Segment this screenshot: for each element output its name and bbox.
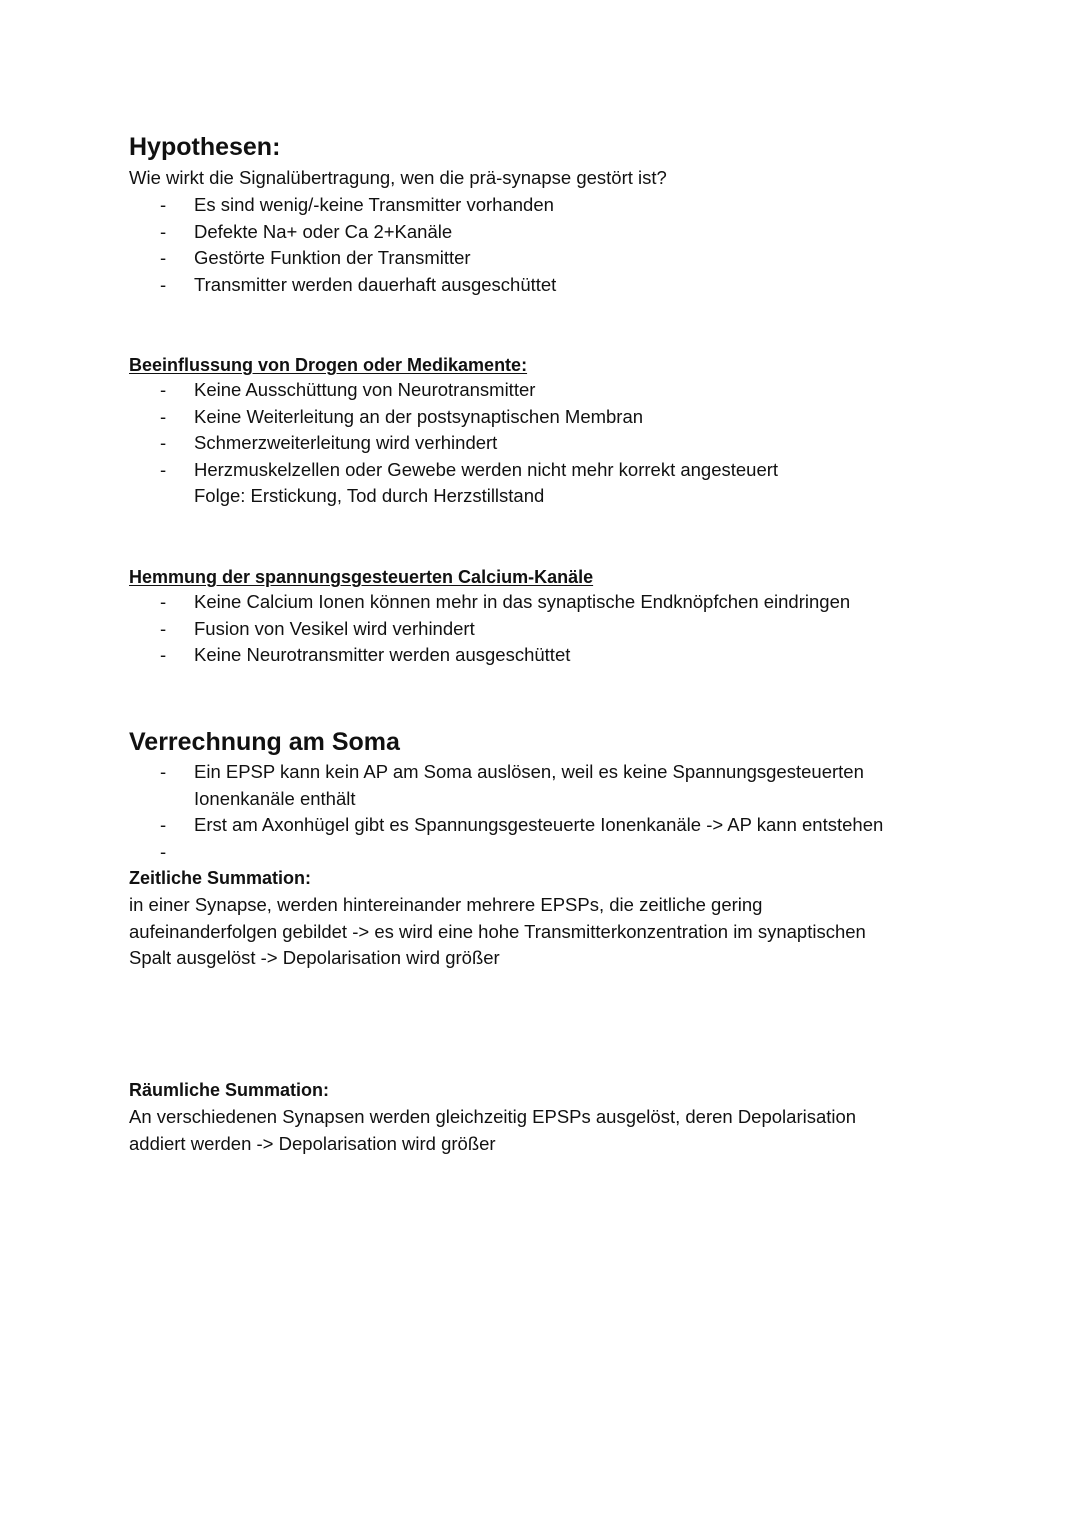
heading-soma: Verrechnung am Soma <box>129 728 400 756</box>
bullet-dash: - <box>160 644 167 665</box>
raeumlich-line-1: An verschiedenen Synapsen werden gleichzeitig EPSPs ausgelöst, deren Depolarisation <box>129 1106 857 1127</box>
bullet-dash: - <box>160 273 167 295</box>
list-item: - Es sind wenig/-keine Transmitter vorhanden <box>0 192 556 219</box>
bullet-dash: - <box>160 220 167 242</box>
raeumlich-line-2: addiert werden -> Depolarisation wird größer <box>129 1132 496 1154</box>
hypothesen-list <box>0 192 556 298</box>
zeitlich-line-1: in einer Synapse, werden hintereinander mehrere EPSPs, die zeitliche gering <box>129 894 763 915</box>
list-item: - Ein EPSP kann kein AP am Soma auslösen, weil es keine Spannungsgesteuerten <box>0 759 883 786</box>
list-item: - Keine Calcium Ionen können mehr in das synaptische Endknöpfchen eindringen <box>0 589 850 616</box>
heading-hemmung: Hemmung der spannungsgesteuerten Calcium-Kanäle <box>129 567 594 587</box>
bullet-dash: - <box>160 840 167 862</box>
list-item: - Fusion von Vesikel wird verhindert <box>0 616 850 643</box>
hypothesen-question: Wie wirkt die Signalübertragung, wen die prä-synapse gestört ist? <box>129 167 667 188</box>
list-item: - Schmerzweiterleitung wird verhindert <box>0 430 778 457</box>
heading-raeumliche-summation: Räumliche Summation: <box>129 1080 330 1100</box>
zeitlich-line-3: Spalt ausgelöst -> Depolarisation wird größer <box>129 947 500 968</box>
zeitlich-line-2: aufeinanderfolgen gebildet -> es wird eine hohe Transmitterkonzentration im synaptischen <box>129 920 866 942</box>
list-item: - Keine Ausschüttung von Neurotransmitter <box>0 377 778 404</box>
list-item: - Transmitter werden dauerhaft ausgeschüttet <box>0 272 556 299</box>
list-item: - Erst am Axonhügel gibt es Spannungsgesteuerte Ionenkanäle -> AP kann entstehen <box>0 812 883 839</box>
bullet-dash: - <box>160 432 167 453</box>
bullet-dash: - <box>160 247 167 268</box>
heading-hypothesen: Hypothesen: <box>129 133 281 161</box>
list-item-continuation: Ionenkanäle enthält <box>194 787 356 809</box>
bullet-dash: - <box>160 761 167 782</box>
list-item: - Keine Weiterleitung an der postsynaptischen Membran <box>0 404 778 431</box>
bullet-dash: - <box>160 405 167 427</box>
list-item: - Keine Neurotransmitter werden ausgeschüttet <box>0 642 850 669</box>
bullet-dash: - <box>160 617 167 639</box>
heading-zeitliche-summation: Zeitliche Summation: <box>129 868 312 888</box>
soma-list <box>0 759 884 862</box>
bullet-dash: - <box>160 814 167 835</box>
drogen-list <box>0 377 778 510</box>
list-item: - Defekte Na+ oder Ca 2+Kanäle <box>0 219 556 246</box>
bullet-dash: - <box>160 591 167 612</box>
list-item: - Gestörte Funktion der Transmitter <box>0 245 556 272</box>
bullet-dash: - <box>160 379 167 400</box>
list-item: - Herzmuskelzellen oder Gewebe werden nicht mehr korrekt angesteuert <box>0 457 778 484</box>
bullet-dash: - <box>160 194 167 215</box>
heading-drogen: Beeinflussung von Drogen oder Medikamente: <box>129 355 528 375</box>
list-item-folge: Folge: Erstickung, Tod durch Herzstillstand <box>194 485 545 506</box>
bullet-dash: - <box>160 458 167 480</box>
hemmung-list <box>0 589 850 669</box>
